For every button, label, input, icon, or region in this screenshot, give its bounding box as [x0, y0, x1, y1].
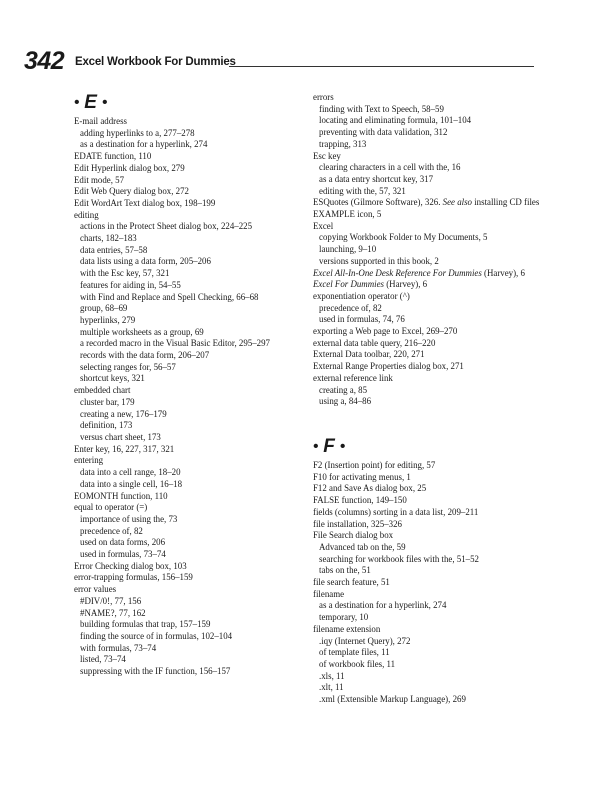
entry-text: Error Checking dialog box, 103 — [74, 560, 187, 571]
entry-text: hyperlinks, 279 — [80, 314, 136, 325]
entry-text: entering — [74, 455, 104, 466]
book-title-text: Excel For Dummies — [313, 279, 384, 290]
index-subentry — [74, 256, 302, 268]
index-entry — [74, 444, 302, 456]
entry-text: locating and eliminating formula, 101–104 — [319, 115, 472, 126]
book-title-text: Excel All-In-One Desk Reference For Dummies — [313, 267, 482, 278]
entry-text: data into a single cell, 16–18 — [80, 478, 183, 489]
entry-text: actions in the Protect Sheet dialog box, 224–225 — [80, 221, 253, 232]
index-subentry — [74, 373, 302, 385]
index-subentry — [313, 565, 545, 577]
index-subentry — [74, 514, 302, 526]
entry-text: exporting a Web page to Excel, 269–270 — [313, 326, 458, 337]
heading-letter: F — [323, 435, 335, 457]
index-entry-list — [313, 460, 545, 706]
header-rule — [229, 66, 534, 67]
index-entry — [74, 455, 302, 467]
entry-text: used in formulas, 73–74 — [80, 549, 166, 560]
left-column — [74, 92, 302, 678]
index-subentry — [313, 671, 545, 683]
index-subentry — [313, 104, 545, 116]
entry-text: F2 (Insertion point) for editing, 57 — [313, 459, 436, 470]
entry-text: Edit Hyperlink dialog box, 279 — [74, 162, 185, 173]
entry-text: Edit mode, 57 — [74, 174, 125, 185]
index-entry — [74, 491, 302, 503]
entry-text: (Harvey), 6 — [386, 279, 428, 290]
entry-text: as a destination for a hyperlink, 274 — [80, 139, 208, 150]
entry-text: exponentiation operator (^) — [313, 290, 410, 301]
entry-text: used in formulas, 74, 76 — [319, 314, 405, 325]
entry-text: group, 68–69 — [80, 303, 128, 314]
index-subentry — [313, 162, 545, 174]
index-entry — [74, 198, 302, 210]
index-entry — [313, 338, 545, 350]
entry-text: cluster bar, 179 — [80, 396, 135, 407]
entry-text: of workbook files, 11 — [319, 658, 396, 669]
index-subentry — [74, 596, 302, 608]
index-entry — [313, 268, 545, 280]
index-entry — [313, 589, 545, 601]
index-subentry — [74, 245, 302, 257]
index-subentry — [74, 139, 302, 151]
index-subentry — [74, 432, 302, 444]
index-subentry — [74, 292, 302, 304]
heading-bullet: • — [74, 94, 80, 111]
index-subentry — [313, 636, 545, 648]
entry-text: (Harvey), 6 — [484, 267, 525, 278]
entry-text: data lists using a data form, 205–206 — [80, 256, 211, 267]
index-entry-list — [74, 116, 302, 678]
index-subentry — [74, 537, 302, 549]
entry-text: file installation, 325–326 — [313, 518, 402, 529]
index-subentry — [74, 397, 302, 409]
entry-text: launching, 9–10 — [319, 244, 377, 255]
index-entry — [313, 349, 545, 361]
index-subentry — [74, 409, 302, 421]
entry-text: searching for workbook files with the, 51–52 — [319, 553, 479, 564]
index-entry — [313, 291, 545, 303]
index-subentry — [313, 314, 545, 326]
entry-text: listed, 73–74 — [80, 654, 126, 665]
entry-text: Edit WordArt Text dialog box, 198–199 — [74, 197, 216, 208]
index-subentry — [313, 232, 545, 244]
entry-text: external reference link — [313, 372, 393, 383]
entry-text: filename — [313, 588, 345, 599]
entry-text: used on data forms, 206 — [80, 537, 166, 548]
entry-text: #DIV/0!, 77, 156 — [80, 595, 142, 606]
entry-text: suppressing with the IF function, 156–157 — [80, 666, 231, 677]
index-subentry — [74, 315, 302, 327]
entry-text: preventing with data validation, 312 — [319, 127, 448, 138]
page-header — [24, 46, 534, 78]
index-entry — [74, 175, 302, 187]
entry-text: trapping, 313 — [319, 138, 367, 149]
index-entry — [74, 151, 302, 163]
entry-text: ESQuotes (Gilmore Software), 326. — [313, 197, 441, 208]
section-heading-e — [74, 92, 302, 114]
entry-text: .xml (Extensible Markup Language), 269 — [319, 694, 466, 705]
entry-text: temporary, 10 — [319, 612, 369, 623]
index-entry — [74, 572, 302, 584]
heading-bullet: • — [101, 94, 108, 111]
index-entry — [313, 507, 545, 519]
index-subentry — [74, 526, 302, 538]
index-subentry — [313, 244, 545, 256]
entry-text: External Data toolbar, 220, 271 — [313, 349, 425, 360]
see-also-reference: See also — [442, 197, 472, 208]
entry-text: data into a cell range, 18–20 — [80, 467, 181, 478]
entry-text: Edit Web Query dialog box, 272 — [74, 186, 189, 197]
entry-text: finding the source of in formulas, 102–104 — [80, 630, 233, 641]
index-entry — [74, 163, 302, 175]
entry-text: external data table query, 216–220 — [313, 337, 436, 348]
entry-text: .xlt, 11 — [319, 682, 344, 693]
section-heading-f — [313, 436, 545, 458]
entry-text: EXAMPLE icon, 5 — [313, 209, 382, 220]
entry-text: definition, 173 — [80, 420, 133, 431]
entry-text: fields (columns) sorting in a data list, 209–211 — [313, 506, 479, 517]
entry-text: embedded chart — [74, 385, 131, 396]
entry-text: EDATE function, 110 — [74, 151, 152, 162]
index-subentry — [74, 280, 302, 292]
entry-text: importance of using the, 73 — [80, 513, 178, 524]
index-subentry — [74, 221, 302, 233]
index-entry — [313, 483, 545, 495]
entry-text: editing — [74, 209, 99, 220]
entry-text: of template files, 11 — [319, 647, 390, 658]
index-entry — [313, 460, 545, 472]
entry-text: as a destination for a hyperlink, 274 — [319, 600, 447, 611]
entry-text: Esc key — [313, 150, 341, 161]
index-subentry — [313, 694, 545, 706]
entry-text: tabs on the, 51 — [319, 565, 371, 576]
entry-text: precedence of, 82 — [80, 525, 143, 536]
index-subentry — [74, 631, 302, 643]
index-entry — [74, 584, 302, 596]
entry-text: Advanced tab on the, 59 — [319, 541, 406, 552]
entry-text: data entries, 57–58 — [80, 244, 148, 255]
index-subentry — [313, 256, 545, 268]
entry-text: a recorded macro in the Visual Basic Editor, 295–297 — [80, 338, 270, 349]
index-subentry — [74, 362, 302, 374]
entry-text: finding with Text to Speech, 58–59 — [319, 103, 444, 114]
index-entry — [313, 326, 545, 338]
entry-text: errors — [313, 92, 334, 102]
entry-text: file search feature, 51 — [313, 577, 390, 588]
entry-text: EOMONTH function, 110 — [74, 490, 168, 501]
entry-text: External Range Properties dialog box, 271 — [313, 361, 464, 372]
entry-text: File Search dialog box — [313, 530, 394, 541]
entry-text: selecting ranges for, 56–57 — [80, 361, 176, 372]
index-subentry — [313, 303, 545, 315]
entry-text: F12 and Save As dialog box, 25 — [313, 483, 427, 494]
index-subentry — [313, 647, 545, 659]
index-subentry — [74, 338, 302, 350]
entry-text: charts, 182–183 — [80, 233, 137, 244]
index-subentry — [74, 420, 302, 432]
entry-text: E-mail address — [74, 116, 127, 126]
index-entry — [74, 502, 302, 514]
entry-text: editing with the, 57, 321 — [319, 185, 406, 196]
index-subentry — [313, 115, 545, 127]
index-entry — [313, 197, 545, 209]
index-subentry — [74, 327, 302, 339]
entry-text: features for aiding in, 54–55 — [80, 279, 181, 290]
page-number: 342 — [24, 47, 65, 75]
entry-text: using a, 84–86 — [319, 396, 372, 407]
index-entry — [313, 577, 545, 589]
entry-text: F10 for activating menus, 1 — [313, 471, 411, 482]
index-subentry — [313, 542, 545, 554]
index-entry — [313, 519, 545, 531]
entry-text: equal to operator (=) — [74, 502, 148, 513]
index-subentry — [74, 619, 302, 631]
index-subentry — [74, 350, 302, 362]
index-subentry — [313, 186, 545, 198]
index-subentry — [74, 467, 302, 479]
entry-text: creating a new, 176–179 — [80, 408, 167, 419]
entry-text: records with the data form, 206–207 — [80, 350, 210, 361]
entry-text: Enter key, 16, 227, 317, 321 — [74, 443, 175, 454]
entry-text: filename extension — [313, 623, 381, 634]
index-subentry — [74, 666, 302, 678]
index-subentry — [313, 385, 545, 397]
index-entry — [313, 92, 545, 104]
heading-letter: E — [84, 92, 97, 113]
entry-text: multiple worksheets as a group, 69 — [80, 326, 204, 337]
index-subentry — [313, 396, 545, 408]
index-entry — [313, 530, 545, 542]
entry-text: versus chart sheet, 173 — [80, 431, 161, 442]
index-subentry — [74, 643, 302, 655]
entry-text: shortcut keys, 321 — [80, 373, 145, 384]
index-subentry — [313, 174, 545, 186]
index-subentry — [313, 612, 545, 624]
index-entry — [313, 279, 545, 291]
entry-text: FALSE function, 149–150 — [313, 495, 407, 506]
index-entry — [74, 210, 302, 222]
index-subentry — [74, 654, 302, 666]
entry-text: with Find and Replace and Spell Checking, 66–68 — [80, 291, 259, 302]
entry-text: building formulas that trap, 157–159 — [80, 619, 211, 630]
index-entry — [313, 495, 545, 507]
heading-bullet: • — [339, 437, 346, 455]
right-column — [313, 92, 545, 706]
entry-text: with the Esc key, 57, 321 — [80, 268, 170, 279]
entry-text: as a data entry shortcut key, 317 — [319, 173, 434, 184]
index-subentry — [313, 554, 545, 566]
index-subentry — [74, 128, 302, 140]
entry-text: copying Workbook Folder to My Documents, 5 — [319, 232, 488, 243]
index-entry — [313, 373, 545, 385]
entry-text: error-trapping formulas, 156–159 — [74, 572, 193, 583]
entry-text: adding hyperlinks to a, 277–278 — [80, 127, 195, 138]
entry-text: creating a, 85 — [319, 384, 368, 395]
index-entry — [74, 186, 302, 198]
heading-bullet: • — [313, 437, 319, 455]
cross-reference-target: installing CD files — [474, 197, 540, 208]
index-subentry — [74, 268, 302, 280]
index-subentry — [313, 139, 545, 151]
index-subentry — [313, 127, 545, 139]
index-subentry — [313, 659, 545, 671]
index-entry — [313, 624, 545, 636]
index-entry — [313, 472, 545, 484]
entry-text: #NAME?, 77, 162 — [80, 607, 146, 618]
entry-text: .iqy (Internet Query), 272 — [319, 635, 411, 646]
entry-text: error values — [74, 584, 117, 595]
entry-text: versions supported in this book, 2 — [319, 255, 439, 266]
index-entry — [313, 361, 545, 373]
index-entry-list — [313, 92, 545, 408]
entry-text: precedence of, 82 — [319, 302, 382, 313]
running-head-title: Excel Workbook For Dummies — [75, 56, 236, 68]
index-subentry — [74, 608, 302, 620]
index-entry — [313, 151, 545, 163]
entry-text: with formulas, 73–74 — [80, 642, 157, 653]
index-entry — [313, 221, 545, 233]
index-subentry — [313, 682, 545, 694]
index-subentry — [74, 233, 302, 245]
index-entry — [74, 561, 302, 573]
index-subentry — [74, 303, 302, 315]
index-entry — [74, 385, 302, 397]
index-entry — [313, 209, 545, 221]
index-entry — [74, 116, 302, 128]
entry-text: clearing characters in a cell with the, 16 — [319, 162, 461, 173]
index-subentry — [74, 479, 302, 491]
index-subentry — [74, 549, 302, 561]
entry-text: Excel — [313, 220, 334, 231]
entry-text: .xls, 11 — [319, 670, 345, 681]
index-subentry — [313, 600, 545, 612]
